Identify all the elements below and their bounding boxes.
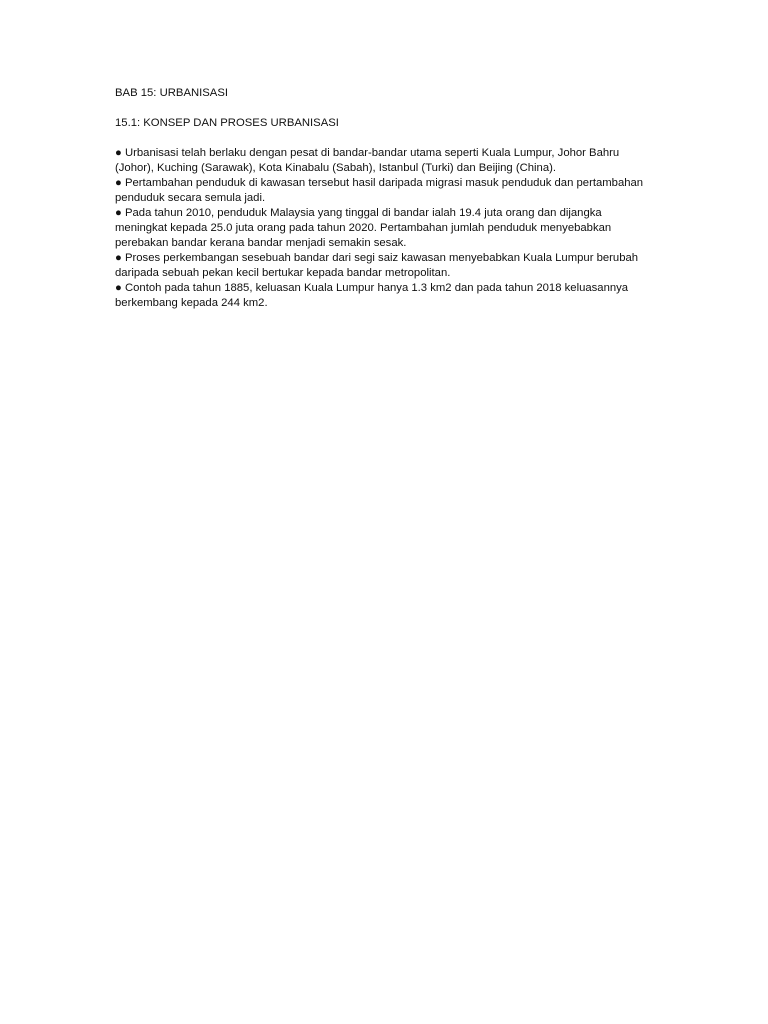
chapter-title: BAB 15: URBANISASI: [115, 87, 229, 99]
list-item: [115, 206, 655, 251]
list-item: [115, 176, 655, 206]
bullet-icon: ●: [115, 252, 122, 264]
document-body: [115, 86, 655, 311]
bullet-text: Contoh pada tahun 1885, keluasan Kuala Lumpur hanya 1.3 km2 dan pada tahun 2018 keluasannya berkembang kepada 244 km2.: [115, 282, 629, 309]
bullet-text: Pertambahan penduduk di kawasan tersebut hasil daripada migrasi masuk penduduk dan pertambahan penduduk secara semula jadi.: [115, 177, 644, 204]
bullet-icon: ●: [115, 147, 122, 159]
bullet-text: Proses perkembangan sesebuah bandar dari segi saiz kawasan menyebabkan Kuala Lumpur berubah daripada sebuah pekan kecil bertukar kepada bandar metropolitan.: [115, 252, 639, 279]
bullet-text: Pada tahun 2010, penduduk Malaysia yang tinggal di bandar ialah 19.4 juta orang dan dijangka meningkat kepada 25.0 juta orang pada tahun 2020. Pertambahan jumlah penduduk menyebabkan perebakan bandar kerana bandar menjadi semakin sesak.: [115, 207, 612, 249]
bullet-icon: ●: [115, 177, 122, 189]
list-item: [115, 251, 655, 281]
bullet-list: [115, 146, 655, 311]
section-title: 15.1: KONSEP DAN PROSES URBANISASI: [115, 117, 339, 129]
list-item: [115, 281, 655, 311]
list-item: [115, 146, 655, 176]
bullet-text: Urbanisasi telah berlaku dengan pesat di bandar-bandar utama seperti Kuala Lumpur, Johor Bahru (Johor), Kuching (Sarawak), Kota Kinabalu (Sabah), Istanbul (Turki) dan Beijing (China).: [115, 147, 620, 174]
bullet-icon: ●: [115, 207, 122, 219]
bullet-icon: ●: [115, 282, 122, 294]
